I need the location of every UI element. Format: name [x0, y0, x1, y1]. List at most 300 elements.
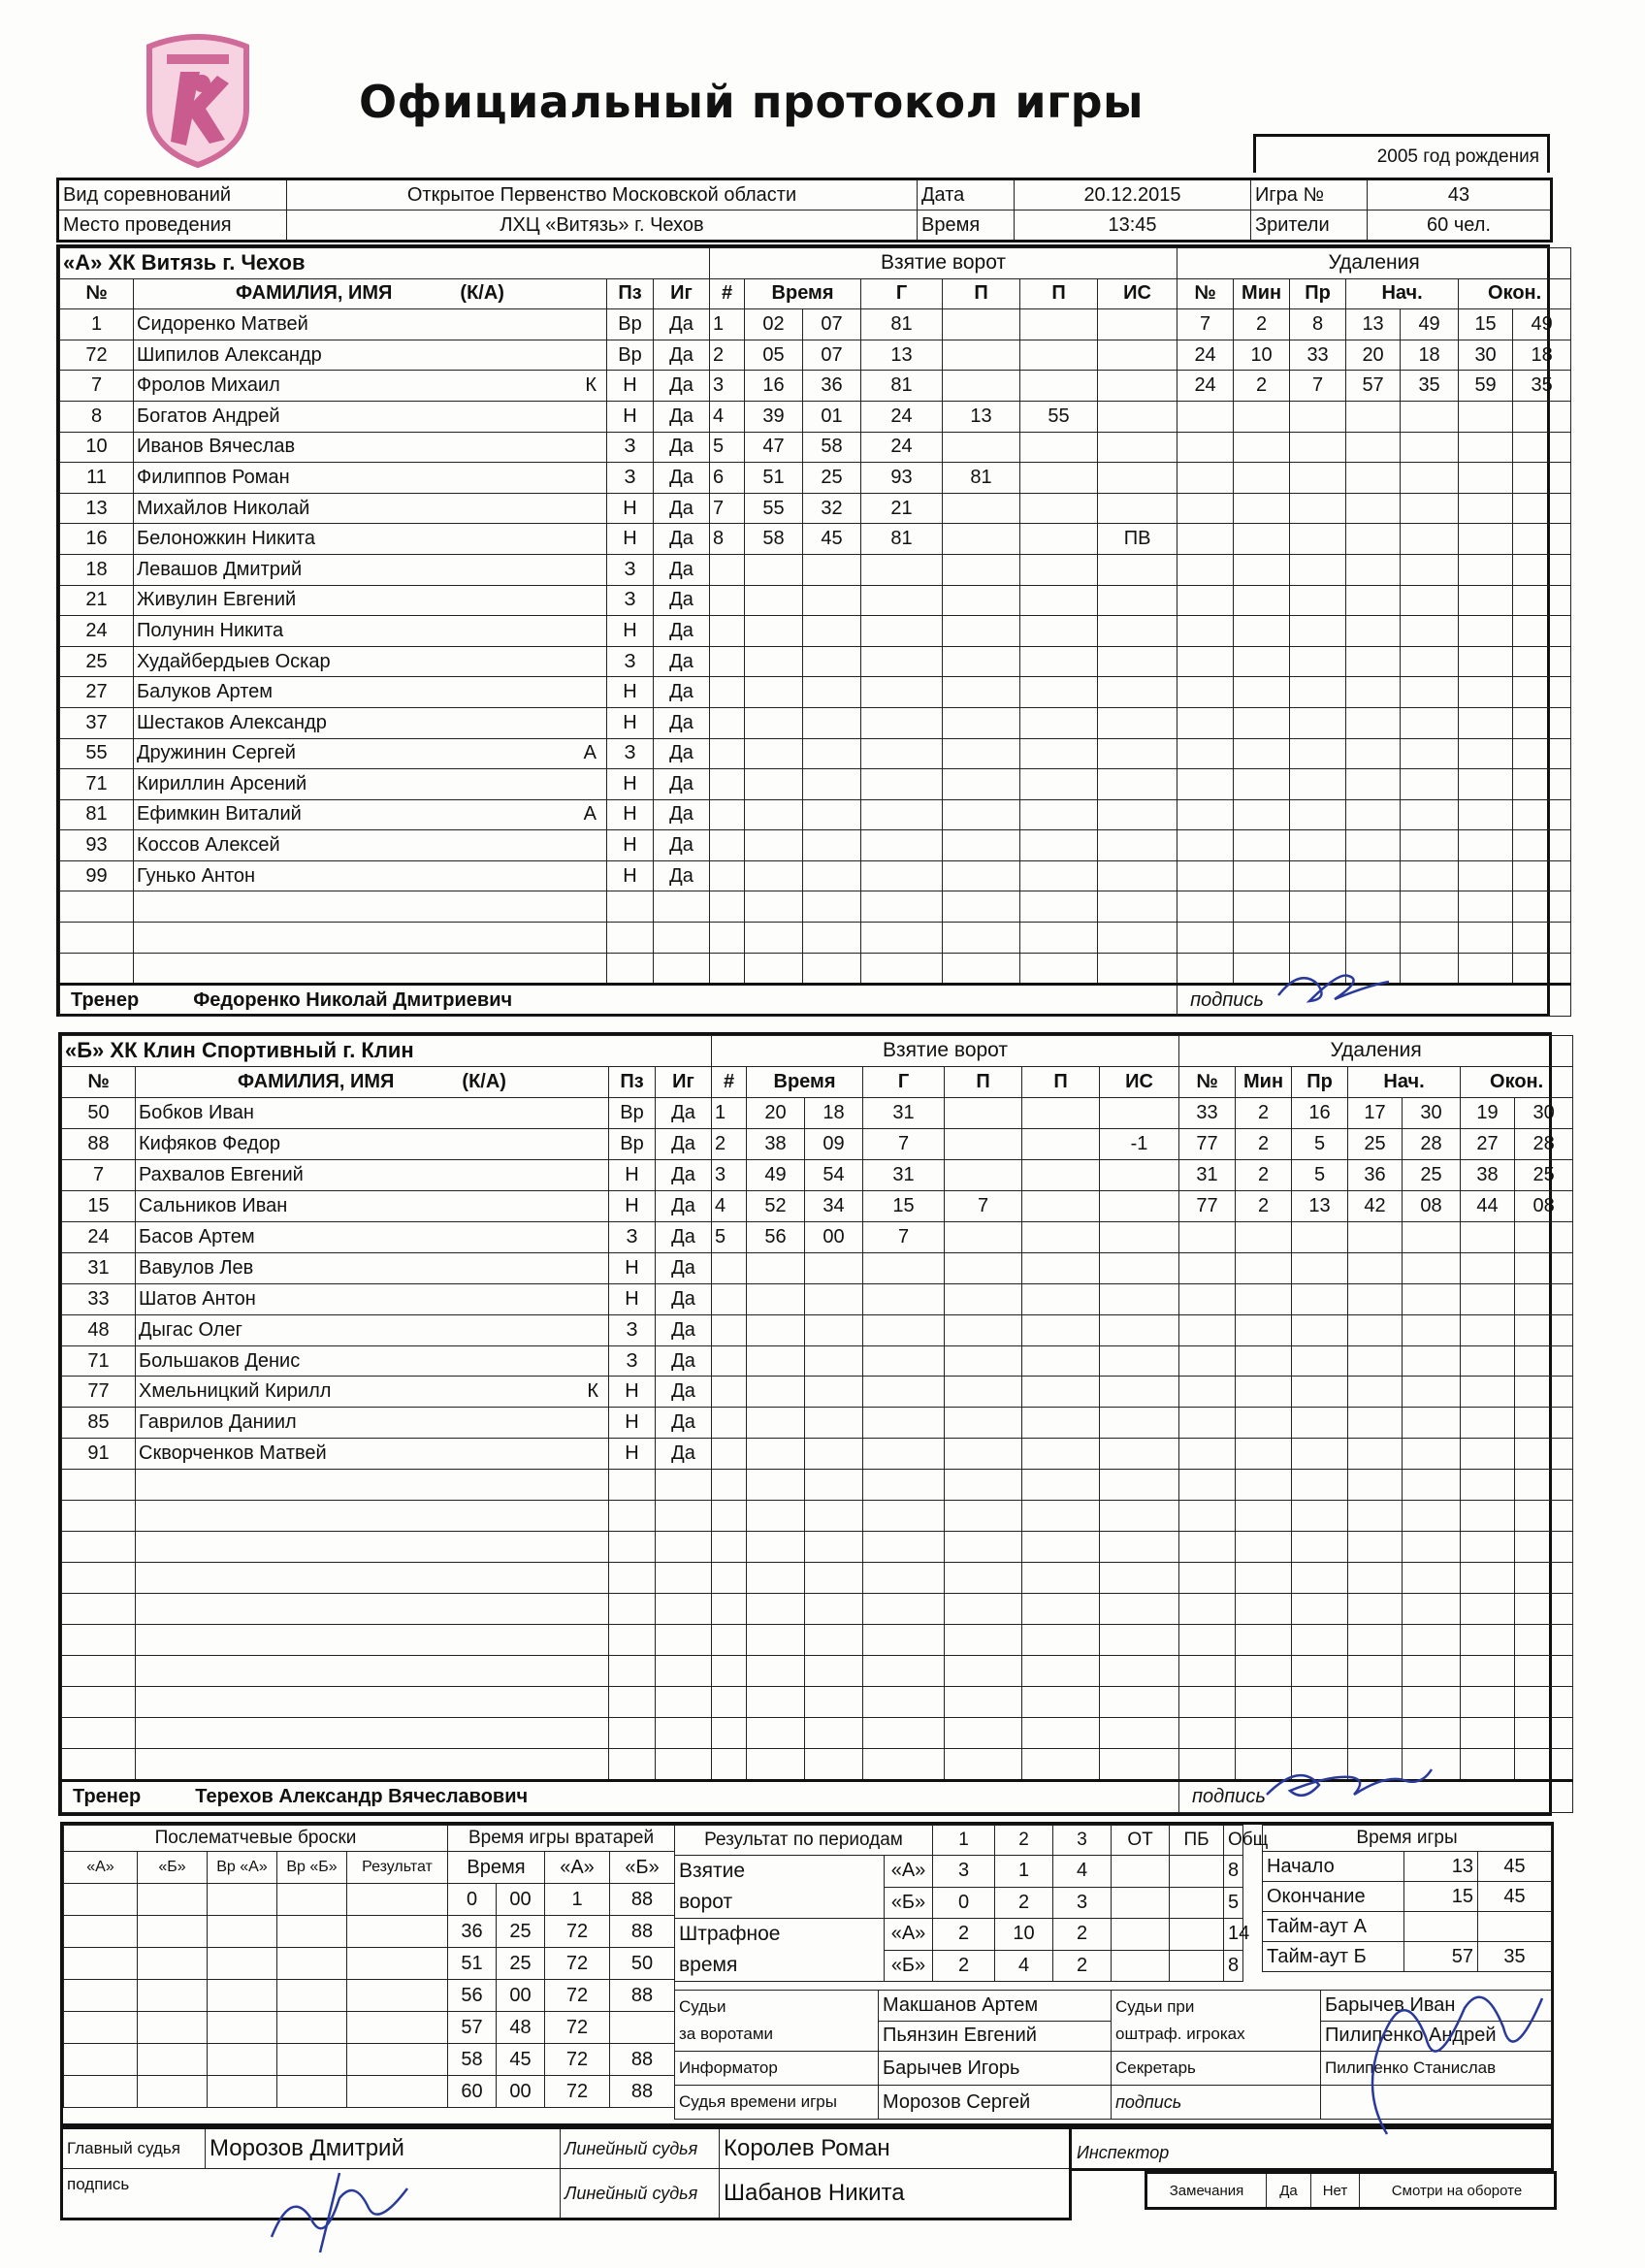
- goal-sec: [805, 1345, 863, 1377]
- shootout-col-3: Вр «Б»: [277, 1852, 347, 1884]
- pen-end-min: [1459, 554, 1513, 585]
- goal-situation: [1098, 493, 1177, 524]
- player-number: 33: [62, 1283, 136, 1314]
- shootout-cell: [64, 1948, 138, 1980]
- player-name: Дыгас Олег: [136, 1314, 609, 1345]
- goal-sec: [803, 554, 861, 585]
- goal-scorer: [863, 1314, 945, 1345]
- table-row: [64, 2044, 448, 2076]
- shootout-col-1: «Б»: [138, 1852, 208, 1884]
- pen-min: 2: [1236, 1097, 1292, 1128]
- goal-assist-1: [943, 371, 1020, 402]
- goal-assist-1: [945, 1314, 1022, 1345]
- pen-start-min: [1348, 1345, 1403, 1377]
- captain-mark: А: [583, 742, 597, 764]
- goal-scorer: [863, 1470, 945, 1501]
- pen-end-sec: [1513, 799, 1571, 830]
- player-position: [609, 1563, 656, 1594]
- pen-player: [1177, 923, 1234, 954]
- player-position: Н: [607, 707, 654, 738]
- goals-by-period-label: Взятие ворот: [675, 1856, 885, 1919]
- player-played: Да: [654, 340, 710, 371]
- player-played: Да: [654, 707, 710, 738]
- goal-num: [712, 1532, 747, 1563]
- goal-min: 56: [747, 1221, 805, 1252]
- goal-situation: [1098, 340, 1177, 371]
- pen-player: [1179, 1377, 1236, 1408]
- goal-sec: 54: [805, 1159, 863, 1190]
- pen-reason: [1290, 677, 1346, 708]
- player-played: Да: [654, 309, 710, 340]
- player-number: [62, 1625, 136, 1656]
- player-position: Н: [609, 1190, 656, 1221]
- team_a-table: [59, 247, 1571, 1017]
- pen-player: 31: [1179, 1159, 1236, 1190]
- player-name: [134, 923, 607, 954]
- table-row: [60, 769, 1571, 800]
- pen-start-sec: [1403, 1377, 1461, 1408]
- pen-min: [1236, 1283, 1292, 1314]
- goal-assist-1: [945, 1439, 1022, 1470]
- pen-min: [1236, 1532, 1292, 1563]
- start-label: Начало: [1263, 1852, 1404, 1882]
- team_a-penalties-title: Удаления: [1177, 248, 1571, 279]
- goal-sec: [805, 1656, 863, 1687]
- goal-situation: [1100, 1097, 1179, 1128]
- pen-end-min: [1461, 1345, 1515, 1377]
- player-position: Н: [609, 1283, 656, 1314]
- pen-start-min: [1348, 1501, 1403, 1532]
- player-number: 77: [62, 1377, 136, 1408]
- pen-reason: [1292, 1470, 1348, 1501]
- table-row: [62, 1563, 1573, 1594]
- player-name: Коссов Алексей: [134, 830, 607, 861]
- goal-situation: [1098, 401, 1177, 432]
- goal-num: 6: [710, 463, 745, 494]
- pen-min: 2: [1236, 1190, 1292, 1221]
- period-col-3: ОТ: [1112, 1826, 1170, 1856]
- pen-end-sec: [1515, 1748, 1573, 1780]
- goal-min: [745, 953, 803, 985]
- goal-assist-1: [943, 953, 1020, 985]
- pen-player: [1179, 1283, 1236, 1314]
- goal-scorer: 24: [861, 401, 943, 432]
- goal-min: 16: [745, 371, 803, 402]
- pen-player: [1179, 1532, 1236, 1563]
- player-name: Шестаков Александр: [134, 707, 607, 738]
- goal-assist-2: [1020, 432, 1098, 463]
- table-row: [62, 1625, 1573, 1656]
- pen-start-min: [1348, 1283, 1403, 1314]
- goal-scorer: [861, 707, 943, 738]
- goal-assist-1: 81: [943, 463, 1020, 494]
- main-ref-label: Главный судья: [62, 2128, 206, 2169]
- player-name: Рахвалов Евгений: [136, 1159, 609, 1190]
- player-position: [607, 923, 654, 954]
- remarks-table: [1145, 2171, 1557, 2210]
- pen-start-sec: [1401, 707, 1459, 738]
- player-played: Да: [654, 554, 710, 585]
- player-number: [62, 1563, 136, 1594]
- goal-sec: 09: [805, 1128, 863, 1159]
- player-name: Кириллин Арсений: [134, 769, 607, 800]
- pen-start-min: [1346, 891, 1401, 923]
- goal-scorer: [861, 891, 943, 923]
- player-number: 13: [60, 493, 134, 524]
- player-played: Да: [656, 1439, 712, 1470]
- goal-sec: [805, 1501, 863, 1532]
- team_a-goal-scorer-header: Г: [861, 278, 943, 309]
- goal-judge-1: Макшанов Артем: [879, 1991, 1112, 2022]
- goal-sec: [803, 738, 861, 769]
- goal-sec: [803, 707, 861, 738]
- shootout-cell: [138, 1948, 208, 1980]
- goal-assist-1: [943, 860, 1020, 891]
- team-b-section: [58, 1032, 1555, 1816]
- player-number: 50: [62, 1097, 136, 1128]
- player-position: Н: [609, 1159, 656, 1190]
- pen-start-sec: [1401, 585, 1459, 616]
- player-played: [656, 1687, 712, 1718]
- goal-situation: [1098, 860, 1177, 891]
- player-number: 91: [62, 1439, 136, 1470]
- goal-situation: [1098, 309, 1177, 340]
- player-number: 48: [62, 1314, 136, 1345]
- pen-reason: [1290, 769, 1346, 800]
- goals-a-so: [1170, 1856, 1224, 1888]
- goal-situation: [1098, 585, 1177, 616]
- pen-start-min: [1348, 1439, 1403, 1470]
- team_a-pen-start-header: Нач.: [1346, 278, 1459, 309]
- shootout-cell: [138, 1884, 208, 1916]
- main-ref-value: Морозов Дмитрий: [206, 2128, 561, 2169]
- pen-start-sec: [1401, 493, 1459, 524]
- pen-end-min: [1459, 923, 1513, 954]
- table-row: [62, 1439, 1573, 1470]
- pen-start-min: [1346, 830, 1401, 861]
- goal-sec: [803, 891, 861, 923]
- team_b-sign-label: подпись: [1192, 1785, 1266, 1807]
- linesman-1-label: Линейный судья: [561, 2128, 720, 2169]
- player-position: Н: [607, 493, 654, 524]
- table-row: [60, 554, 1571, 585]
- goal-situation: [1098, 371, 1177, 402]
- goal-min: [747, 1283, 805, 1314]
- pen-start-min: 20: [1346, 340, 1401, 371]
- team_b-pen-min-header: Мин: [1236, 1066, 1292, 1097]
- goal-min: 58: [745, 524, 803, 555]
- pen-end-min: [1459, 891, 1513, 923]
- shootout-cell: [208, 2044, 277, 2076]
- period-col-5: Общ: [1224, 1826, 1243, 1856]
- pim-b-p1: 2: [933, 1950, 995, 1982]
- goal-situation: [1100, 1501, 1179, 1532]
- team_a-coach-label: Тренер: [71, 989, 140, 1012]
- goalie-a: 1: [545, 1884, 610, 1916]
- goal-scorer: 31: [863, 1097, 945, 1128]
- date-label: Дата: [918, 179, 1015, 211]
- shootout-cell: [208, 1884, 277, 1916]
- pen-start-min: [1346, 432, 1401, 463]
- goal-assist-1: [943, 493, 1020, 524]
- goal-assist-2: [1020, 554, 1098, 585]
- table-row: [60, 371, 1571, 402]
- pen-reason: [1290, 891, 1346, 923]
- goal-num: 5: [710, 432, 745, 463]
- pen-min: [1234, 432, 1290, 463]
- player-played: [656, 1748, 712, 1780]
- goals-a-p1: 3: [933, 1856, 995, 1888]
- table-row: [64, 2012, 448, 2044]
- pen-end-min: 15: [1459, 309, 1513, 340]
- table-row: [448, 2012, 675, 2044]
- pen-start-min: 57: [1346, 371, 1401, 402]
- pen-end-sec: [1515, 1377, 1573, 1408]
- team_a-name: «А» ХК Витязь г. Чехов: [60, 248, 710, 279]
- goal-sec: [803, 646, 861, 677]
- period-team-a: «А»: [885, 1856, 933, 1888]
- goal-num: [710, 769, 745, 800]
- pen-min: [1236, 1252, 1292, 1283]
- goalie-time-table: [447, 1825, 675, 2108]
- pen-reason: [1290, 707, 1346, 738]
- goal-num: 7: [710, 493, 745, 524]
- see-back-label: Смотри на обороте: [1360, 2173, 1556, 2209]
- player-position: Вр: [607, 309, 654, 340]
- player-played: [656, 1594, 712, 1625]
- goal-num: [712, 1439, 747, 1470]
- player-position: З: [607, 646, 654, 677]
- player-number: 71: [62, 1345, 136, 1377]
- table-row: [60, 585, 1571, 616]
- pen-end-min: 19: [1461, 1097, 1515, 1128]
- goal-scorer: [863, 1687, 945, 1718]
- table-row: [448, 1980, 675, 2012]
- pen-min: [1234, 646, 1290, 677]
- pen-player: [1177, 554, 1234, 585]
- player-position: [609, 1532, 656, 1563]
- timekeeper-label: Судья времени игры: [675, 2086, 879, 2120]
- pen-end-min: [1459, 738, 1513, 769]
- goal-situation: -1: [1100, 1128, 1179, 1159]
- pen-player: [1177, 401, 1234, 432]
- shootout-cell: [347, 1916, 448, 1948]
- pen-start-min: [1346, 799, 1401, 830]
- pen-min: [1234, 401, 1290, 432]
- goal-scorer: 81: [861, 524, 943, 555]
- pen-min: [1236, 1563, 1292, 1594]
- goal-assist-2: [1022, 1625, 1100, 1656]
- goal-assist-2: [1022, 1345, 1100, 1377]
- pen-end-min: [1461, 1408, 1515, 1439]
- goal-num: 8: [710, 524, 745, 555]
- goal-num: [712, 1252, 747, 1283]
- goal-num: [710, 799, 745, 830]
- goalie-change-sec: 25: [497, 1948, 545, 1980]
- goal-min: 02: [745, 309, 803, 340]
- player-position: [609, 1748, 656, 1780]
- goal-scorer: [861, 860, 943, 891]
- pen-min: [1234, 616, 1290, 647]
- goal-assist-2: [1020, 677, 1098, 708]
- player-position: Н: [607, 860, 654, 891]
- player-name: Левашов Дмитрий: [134, 554, 607, 585]
- shootout-col-0: «А»: [64, 1852, 138, 1884]
- pen-end-min: [1461, 1377, 1515, 1408]
- goal-sec: [805, 1748, 863, 1780]
- goal-assist-1: [943, 707, 1020, 738]
- player-number: 1: [60, 309, 134, 340]
- team_a-goal-time-header: Время: [745, 278, 861, 309]
- pen-reason: [1290, 524, 1346, 555]
- remarks-yes: Да: [1267, 2173, 1311, 2209]
- pen-start-sec: [1403, 1470, 1461, 1501]
- table-row: [62, 1377, 1573, 1408]
- player-name: Филиппов Роман: [134, 463, 607, 494]
- inspector-label: Инспектор: [1071, 2126, 1554, 2171]
- period-col-1: 2: [995, 1826, 1053, 1856]
- table-row: [62, 1190, 1573, 1221]
- goal-sec: [803, 585, 861, 616]
- player-position: З: [609, 1345, 656, 1377]
- team_a-assist2-header: П: [1020, 278, 1098, 309]
- goal-scorer: [863, 1748, 945, 1780]
- player-name: [136, 1748, 609, 1780]
- goal-num: 1: [710, 309, 745, 340]
- player-played: Да: [656, 1408, 712, 1439]
- goalie-b: 88: [610, 1980, 675, 2012]
- table-row: [64, 2076, 448, 2108]
- player-played: Да: [654, 799, 710, 830]
- pen-end-min: [1459, 463, 1513, 494]
- pen-start-sec: [1403, 1501, 1461, 1532]
- pen-start-min: 36: [1348, 1159, 1403, 1190]
- pen-start-sec: 25: [1403, 1159, 1461, 1190]
- start-sec: 45: [1478, 1852, 1552, 1882]
- pen-reason: [1290, 646, 1346, 677]
- player-position: [609, 1687, 656, 1718]
- pen-min: [1236, 1439, 1292, 1470]
- pim-a-p2: 10: [995, 1919, 1053, 1951]
- team_b-pos-header: Пз: [609, 1066, 656, 1097]
- secretary-signature: [1348, 1969, 1552, 2144]
- goal-scorer: [861, 799, 943, 830]
- goal-min: [745, 738, 803, 769]
- pen-reason: [1290, 463, 1346, 494]
- team_a-goal-num-header: #: [710, 278, 745, 309]
- pen-end-sec: [1515, 1532, 1573, 1563]
- time-label: Время: [918, 211, 1015, 242]
- goal-num: [712, 1717, 747, 1748]
- secretary-sign-label: подпись: [1112, 2086, 1321, 2120]
- player-played: Да: [654, 401, 710, 432]
- period-col-0: 1: [933, 1826, 995, 1856]
- goal-num: 1: [712, 1097, 747, 1128]
- goals-a-p2: 1: [995, 1856, 1053, 1888]
- player-played: Да: [654, 830, 710, 861]
- pen-start-sec: [1401, 830, 1459, 861]
- table-row: [60, 340, 1571, 371]
- goalie-b: 88: [610, 1884, 675, 1916]
- pen-player: [1177, 799, 1234, 830]
- pen-end-min: 27: [1461, 1128, 1515, 1159]
- pen-reason: [1292, 1717, 1348, 1748]
- goal-situation: [1100, 1656, 1179, 1687]
- goal-min: [745, 554, 803, 585]
- pen-player: [1179, 1221, 1236, 1252]
- pen-end-sec: [1513, 401, 1571, 432]
- team_b-name: «Б» ХК Клин Спортивный г. Клин: [62, 1036, 712, 1067]
- player-number: 16: [60, 524, 134, 555]
- team_a-coach-row: [60, 985, 1177, 1017]
- player-position: [609, 1470, 656, 1501]
- goalie-change-sec: 00: [497, 1980, 545, 2012]
- goal-sec: [805, 1594, 863, 1625]
- goal-min: [745, 891, 803, 923]
- player-name: Ефимкин Виталий А: [134, 799, 607, 830]
- goal-min: [745, 830, 803, 861]
- shootout-cell: [64, 1980, 138, 2012]
- pen-min: [1234, 493, 1290, 524]
- pen-reason: [1292, 1252, 1348, 1283]
- pen-player: [1177, 830, 1234, 861]
- player-played: [656, 1501, 712, 1532]
- player-played: [656, 1563, 712, 1594]
- table-row: [62, 1128, 1573, 1159]
- pen-min: 2: [1236, 1128, 1292, 1159]
- player-position: З: [607, 463, 654, 494]
- goal-sec: [805, 1283, 863, 1314]
- penalty-judge-1: Барычев Иван: [1321, 1991, 1552, 2022]
- goal-assist-1: [945, 1717, 1022, 1748]
- pen-end-min: [1461, 1501, 1515, 1532]
- goal-sec: [805, 1625, 863, 1656]
- goal-num: [710, 830, 745, 861]
- goal-assist-1: [943, 524, 1020, 555]
- pim-by-period-label: Штрафное время: [675, 1919, 885, 1982]
- player-name: [134, 953, 607, 985]
- goal-num: [712, 1501, 747, 1532]
- table-row: [64, 1948, 448, 1980]
- goal-assist-1: [943, 616, 1020, 647]
- table-row: [448, 1916, 675, 1948]
- goal-scorer: 7: [863, 1221, 945, 1252]
- pen-player: [1177, 953, 1234, 985]
- player-position: Н: [607, 616, 654, 647]
- pen-reason: [1292, 1687, 1348, 1718]
- pen-start-sec: [1403, 1408, 1461, 1439]
- time-value: 13:45: [1015, 211, 1251, 242]
- pen-start-min: [1346, 860, 1401, 891]
- goal-assist-2: [1022, 1408, 1100, 1439]
- timeout-b-min: 57: [1404, 1942, 1478, 1972]
- pen-start-min: [1348, 1656, 1403, 1687]
- goal-assist-2: [1022, 1594, 1100, 1625]
- team_b-pen-no-header: №: [1179, 1066, 1236, 1097]
- pen-end-sec: [1513, 769, 1571, 800]
- goal-num: [710, 953, 745, 985]
- pen-start-sec: 49: [1401, 309, 1459, 340]
- pen-start-min: [1346, 677, 1401, 708]
- pen-end-min: [1461, 1470, 1515, 1501]
- table-row: [60, 738, 1571, 769]
- pen-min: 2: [1234, 309, 1290, 340]
- pim-b-p3: 2: [1053, 1950, 1112, 1982]
- player-number: [62, 1501, 136, 1532]
- player-position: Н: [607, 371, 654, 402]
- team_b-goal-time-header: Время: [747, 1066, 863, 1097]
- player-position: [609, 1717, 656, 1748]
